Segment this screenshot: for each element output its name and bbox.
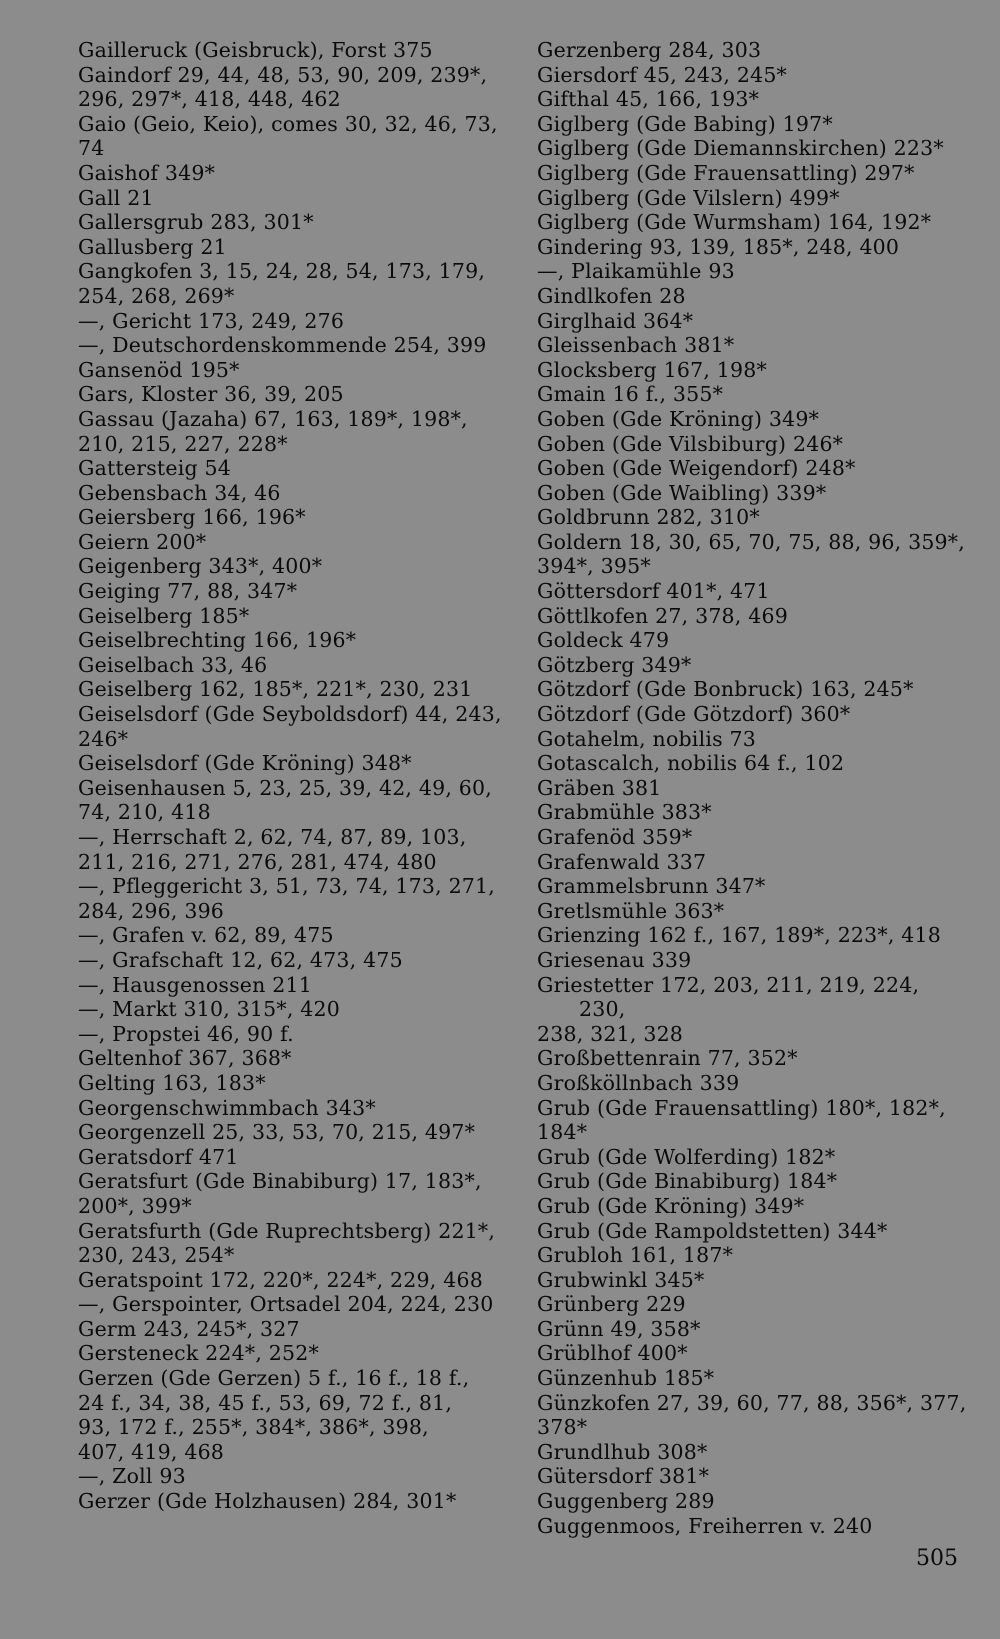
index-entry: [537, 973, 972, 1047]
index-entry-text: —, Gerspointer, Ortsadel 204, 224, 230: [78, 1292, 494, 1317]
index-entry: [78, 948, 508, 973]
index-entry: [78, 210, 508, 235]
index-entry-text: Gütersdorf 381*: [537, 1464, 710, 1489]
index-entry: [78, 579, 508, 604]
index-entry-text: Geiging 77, 88, 347*: [78, 579, 298, 604]
index-entry: [78, 407, 508, 456]
index-entry: [78, 63, 508, 112]
index-entry: [537, 948, 972, 973]
index-entry-text: Geiselberg 162, 185*, 221*, 230, 231: [78, 677, 473, 702]
index-entry: [78, 1145, 508, 1170]
index-entry-text: —, Herrschaft 2, 62, 74, 87, 89, 103,: [78, 825, 467, 849]
index-entry-text: Grub (Gde Frauensattling) 180*, 182*,: [537, 1095, 946, 1120]
index-entry-text: Girglhaid 364*: [537, 308, 694, 333]
index-entry: [78, 333, 508, 358]
index-entry-continuation: 24 f., 34, 38, 45 f., 53, 69, 72 f., 81,: [78, 1390, 453, 1415]
index-entry-text: Geltenhof 367, 368*: [78, 1046, 292, 1071]
index-entry-text: Gindlkofen 28: [537, 283, 686, 308]
index-entry-text: Gotascalch, nobilis 64 f., 102: [537, 751, 845, 776]
index-entry: [78, 38, 508, 63]
index-entry-text: Gersteneck 224*, 252*: [78, 1341, 319, 1366]
index-entry-text: Geiselsdorf (Gde Seyboldsdorf) 44, 243,: [78, 702, 502, 727]
index-entry-text: Geratsfurth (Gde Ruprechtsberg) 221*,: [78, 1218, 496, 1243]
index-entry: [78, 259, 508, 308]
index-entry-text: Geratsdorf 471: [78, 1144, 239, 1169]
index-entry: [78, 653, 508, 678]
index-entry-text: Giersdorf 45, 243, 245*: [537, 62, 788, 87]
index-entry-text: Goben (Gde Weigendorf) 248*: [537, 456, 856, 481]
index-entry-text: Gangkofen 3, 15, 24, 28, 54, 173, 179,: [78, 259, 486, 284]
index-entry: [537, 530, 972, 579]
index-entry-text: —, Deutschordenskommende 254, 399: [78, 333, 487, 358]
index-entry: [78, 382, 508, 407]
index-entry: [537, 825, 972, 850]
index-entry: [78, 973, 508, 998]
index-entry-text: Gallersgrub 283, 301*: [78, 210, 314, 235]
index-entry: [537, 1071, 972, 1096]
index-entry: [537, 259, 972, 284]
index-entry: [537, 1268, 972, 1293]
index-entry: [78, 481, 508, 506]
index-entry-continuation: 296, 297*, 418, 448, 462: [78, 87, 341, 112]
index-entry-text: Grammelsbrunn 347*: [537, 874, 766, 899]
index-entry-text: Giglberg (Gde Frauensattling) 297*: [537, 160, 915, 185]
index-entry: [537, 63, 972, 88]
index-entry-text: Grünberg 229: [537, 1292, 686, 1317]
index-entry: [537, 161, 972, 186]
index-entry-text: —, Markt 310, 315*, 420: [78, 997, 341, 1022]
index-entry: [78, 161, 508, 186]
index-entry-text: Götzdorf (Gde Götzdorf) 360*: [537, 702, 851, 727]
index-entry-text: Göttlkofen 27, 378, 469: [537, 603, 788, 628]
index-entry-text: Griesenau 339: [537, 947, 692, 972]
index-entry: [78, 825, 508, 874]
index-entry: [78, 923, 508, 948]
index-entry: [78, 1096, 508, 1121]
index-entry-text: —, Propstei 46, 90 f.: [78, 1021, 294, 1046]
index-entry-text: Goben (Gde Waibling) 339*: [537, 480, 827, 505]
index-entry-text: Großköllnbach 339: [537, 1070, 740, 1095]
index-entry-text: Guggenmoos, Freiherren v. 240: [537, 1513, 873, 1538]
index-entry-text: —, Grafschaft 12, 62, 473, 475: [78, 947, 403, 972]
index-entry: [78, 628, 508, 653]
index-entry-text: Germ 243, 245*, 327: [78, 1316, 300, 1341]
index-entry-text: Goldern 18, 30, 65, 70, 75, 88, 96, 359*,: [537, 529, 965, 554]
index-entry-text: Gerzen (Gde Gerzen) 5 f., 16 f., 18 f.,: [78, 1366, 470, 1391]
index-entry-text: Gleissenbach 381*: [537, 333, 735, 358]
index-entry-text: Georgenschwimmbach 343*: [78, 1095, 376, 1120]
index-entry-text: Grubwinkl 345*: [537, 1267, 705, 1292]
index-entry-text: —, Pfleggericht 3, 51, 73, 74, 173, 271,: [78, 874, 496, 899]
index-entry: [78, 1292, 508, 1317]
index-entry-text: Gretlsmühle 363*: [537, 898, 725, 923]
index-entry: [537, 235, 972, 260]
index-entry: [537, 923, 972, 948]
index-entry: [78, 505, 508, 530]
index-entry-text: Götzdorf (Gde Bonbruck) 163, 245*: [537, 677, 914, 702]
index-entry: [78, 1464, 508, 1489]
index-entry: [78, 1317, 508, 1342]
index-entry: [78, 1341, 508, 1366]
index-entry: [78, 456, 508, 481]
index-entry-continuation: 394*, 395*: [537, 554, 651, 579]
index-entry: [537, 87, 972, 112]
index-entry-text: Grüblhof 400*: [537, 1341, 688, 1366]
index-entry: [78, 677, 508, 702]
index-entry-text: Günzkofen 27, 39, 60, 77, 88, 356*, 377,: [537, 1390, 967, 1415]
index-entry-text: Gallusberg 21: [78, 234, 227, 259]
index-entry-text: Gall 21: [78, 185, 154, 210]
index-entry: [537, 1194, 972, 1219]
index-entry-continuation: 93, 172 f., 255*, 384*, 386*, 398,: [78, 1415, 429, 1440]
index-entry-text: Geratspoint 172, 220*, 224*, 229, 468: [78, 1267, 483, 1292]
index-entry-continuation: 210, 215, 227, 228*: [78, 431, 288, 456]
index-entry: [537, 309, 972, 334]
index-entry-text: —, Gericht 173, 249, 276: [78, 308, 345, 333]
index-entry-continuation: 238, 321, 328: [537, 1021, 684, 1046]
index-entry-continuation: 74: [78, 136, 105, 161]
index-entry: [537, 481, 972, 506]
index-entry-text: Großbettenrain 77, 352*: [537, 1046, 798, 1071]
index-column-left: [78, 38, 508, 1514]
index-entry: [537, 776, 972, 801]
index-entry-text: Göttersdorf 401*, 471: [537, 579, 770, 604]
index-entry-text: Gaio (Geio, Keio), comes 30, 32, 46, 73,: [78, 111, 498, 136]
index-entry-text: Geiselsdorf (Gde Kröning) 348*: [78, 751, 412, 776]
index-entry: [537, 1169, 972, 1194]
index-entry: [537, 1440, 972, 1465]
index-entry-text: Gaindorf 29, 44, 48, 53, 90, 209, 239*,: [78, 62, 488, 87]
index-entry-text: Grienzing 162 f., 167, 189*, 223*, 418: [537, 923, 942, 948]
index-entry: [537, 456, 972, 481]
index-entry: [537, 751, 972, 776]
index-entry-text: Geiselbrechting 166, 196*: [78, 628, 357, 653]
index-entry: [78, 1219, 508, 1268]
index-entry: [537, 186, 972, 211]
index-entry: [537, 333, 972, 358]
index-entry-text: Goldbrunn 282, 310*: [537, 505, 760, 530]
index-entry: [78, 1046, 508, 1071]
index-entry: [78, 1169, 508, 1218]
index-entry-text: Gaishof 349*: [78, 160, 216, 185]
index-entry-text: Gotahelm, nobilis 73: [537, 726, 756, 751]
index-entry-continuation: 254, 268, 269*: [78, 283, 235, 308]
index-entry-text: Goben (Gde Vilsbiburg) 246*: [537, 431, 844, 456]
index-entry: [537, 899, 972, 924]
index-entry-text: Gansenöd 195*: [78, 357, 240, 382]
index-entry-text: Geiersberg 166, 196*: [78, 505, 306, 530]
index-entry-text: Grundlhub 308*: [537, 1439, 708, 1464]
index-entry-text: Gailleruck (Geisbruck), Forst 375: [78, 38, 433, 62]
index-entry-text: Grubloh 161, 187*: [537, 1243, 734, 1268]
index-entry: [78, 604, 508, 629]
index-entry-text: Gebensbach 34, 46: [78, 480, 281, 505]
index-entry-continuation: 184*: [537, 1120, 588, 1145]
index-entry-text: Grub (Gde Rampoldstetten) 344*: [537, 1218, 888, 1243]
index-entry-text: Geiselbach 33, 46: [78, 652, 268, 677]
index-entry: [537, 1046, 972, 1071]
index-entry: [78, 1120, 508, 1145]
index-entry: [537, 38, 972, 63]
index-entry-continuation: 74, 210, 418: [78, 800, 211, 825]
index-entry: [78, 702, 508, 751]
index-entry-continuation: 284, 296, 396: [78, 898, 225, 923]
index-entry: [537, 702, 972, 727]
index-entry: [537, 727, 972, 752]
index-entry-text: Geratsfurt (Gde Binabiburg) 17, 183*,: [78, 1169, 482, 1194]
index-entry: [537, 112, 972, 137]
index-entry: [537, 407, 972, 432]
index-entry-text: Grub (Gde Binabiburg) 184*: [537, 1169, 838, 1194]
index-entry: [537, 382, 972, 407]
index-entry: [537, 136, 972, 161]
index-entry-text: Geisenhausen 5, 23, 25, 39, 42, 49, 60,: [78, 775, 492, 800]
index-entry: [78, 112, 508, 161]
index-entry: [537, 358, 972, 383]
index-entry: [537, 800, 972, 825]
index-entry: [537, 1366, 972, 1391]
index-entry: [78, 309, 508, 334]
index-entry-text: Gerzer (Gde Holzhausen) 284, 301*: [78, 1489, 457, 1514]
index-entry: [537, 604, 972, 629]
index-entry-text: Gars, Kloster 36, 39, 205: [78, 382, 344, 407]
index-entry-continuation: 378*: [537, 1415, 588, 1440]
index-entry: [537, 653, 972, 678]
index-entry: [537, 579, 972, 604]
index-entry: [537, 1292, 972, 1317]
index-entry-text: Grafenwald 337: [537, 849, 707, 874]
index-entry-text: Gerzenberg 284, 303: [537, 38, 762, 62]
index-entry: [78, 235, 508, 260]
index-entry-text: Gelting 163, 183*: [78, 1070, 266, 1095]
index-entry: [537, 677, 972, 702]
index-entry-text: —, Zoll 93: [78, 1464, 186, 1489]
index-entry-text: Gattersteig 54: [78, 456, 231, 481]
index-entry: [78, 1268, 508, 1293]
index-entry-continuation: 200*, 399*: [78, 1193, 192, 1218]
index-entry-text: —, Plaikamühle 93: [537, 259, 735, 284]
index-entry: [537, 850, 972, 875]
index-entry: [78, 751, 508, 776]
index-entry-text: Griestetter 172, 203, 211, 219, 224, 230,: [537, 972, 920, 1022]
index-entry-text: Grafenöd 359*: [537, 825, 693, 849]
index-entry: [78, 186, 508, 211]
index-entry: [78, 997, 508, 1022]
index-entry: [537, 505, 972, 530]
index-entry-text: Goldeck 479: [537, 628, 670, 653]
index-entry-text: Günzenhub 185*: [537, 1366, 715, 1391]
index-entry-text: Götzberg 349*: [537, 652, 692, 677]
index-column-right: [537, 38, 972, 1538]
index-entry-text: Gindering 93, 139, 185*, 248, 400: [537, 234, 900, 259]
index-entry: [78, 1366, 508, 1464]
index-entry-text: Georgenzell 25, 33, 53, 70, 215, 497*: [78, 1120, 476, 1145]
index-entry-text: Giglberg (Gde Babing) 197*: [537, 111, 833, 136]
index-entry: [537, 1243, 972, 1268]
index-entry: [537, 1489, 972, 1514]
index-entry-text: Glocksberg 167, 198*: [537, 357, 767, 382]
index-entry: [537, 1145, 972, 1170]
index-entry-text: Geiern 200*: [78, 529, 207, 554]
index-entry: [537, 1219, 972, 1244]
index-entry: [78, 874, 508, 923]
index-entry: [537, 1514, 972, 1539]
index-entry: [78, 1071, 508, 1096]
index-entry-text: Giglberg (Gde Wurmsham) 164, 192*: [537, 210, 932, 235]
index-entry-continuation: 211, 216, 271, 276, 281, 474, 480: [78, 849, 437, 874]
index-entry: [537, 1341, 972, 1366]
index-entry-continuation: 246*: [78, 726, 129, 751]
index-entry-text: Grabmühle 383*: [537, 800, 712, 825]
index-entry-text: Gmain 16 f., 355*: [537, 382, 724, 407]
index-entry: [537, 284, 972, 309]
index-entry-text: Grub (Gde Kröning) 349*: [537, 1193, 805, 1218]
index-entry-text: Gräben 381: [537, 775, 662, 800]
index-entry-text: Geiselberg 185*: [78, 603, 250, 628]
index-entry-text: Goben (Gde Kröning) 349*: [537, 406, 820, 431]
index-entry-text: Gassau (Jazaha) 67, 163, 189*, 198*,: [78, 406, 468, 431]
index-entry-text: Grub (Gde Wolferding) 182*: [537, 1144, 836, 1169]
index-entry: [537, 874, 972, 899]
index-entry: [537, 432, 972, 457]
index-entry: [537, 628, 972, 653]
index-entry-text: Geigenberg 343*, 400*: [78, 554, 323, 579]
index-entry-text: Grünn 49, 358*: [537, 1316, 701, 1341]
index-entry-text: —, Grafen v. 62, 89, 475: [78, 923, 334, 948]
index-entry: [537, 1391, 972, 1440]
index-entry: [78, 358, 508, 383]
page-number: 505: [916, 1546, 958, 1571]
index-entry: [78, 530, 508, 555]
index-entry-text: Gifthal 45, 166, 193*: [537, 87, 760, 112]
index-entry-text: —, Hausgenossen 211: [78, 972, 312, 997]
index-entry: [78, 776, 508, 825]
index-entry-text: Giglberg (Gde Vilslern) 499*: [537, 185, 840, 210]
index-entry: [78, 1489, 508, 1514]
index-entry: [537, 1096, 972, 1145]
index-entry-text: Guggenberg 289: [537, 1489, 715, 1514]
index-entry-text: Giglberg (Gde Diemannskirchen) 223*: [537, 136, 944, 161]
index-entry: [537, 1464, 972, 1489]
index-entry: [78, 554, 508, 579]
index-entry-continuation: 407, 419, 468: [78, 1439, 225, 1464]
index-entry: [537, 210, 972, 235]
index-entry: [78, 1022, 508, 1047]
index-entry-continuation: 230, 243, 254*: [78, 1243, 235, 1268]
index-entry: [537, 1317, 972, 1342]
